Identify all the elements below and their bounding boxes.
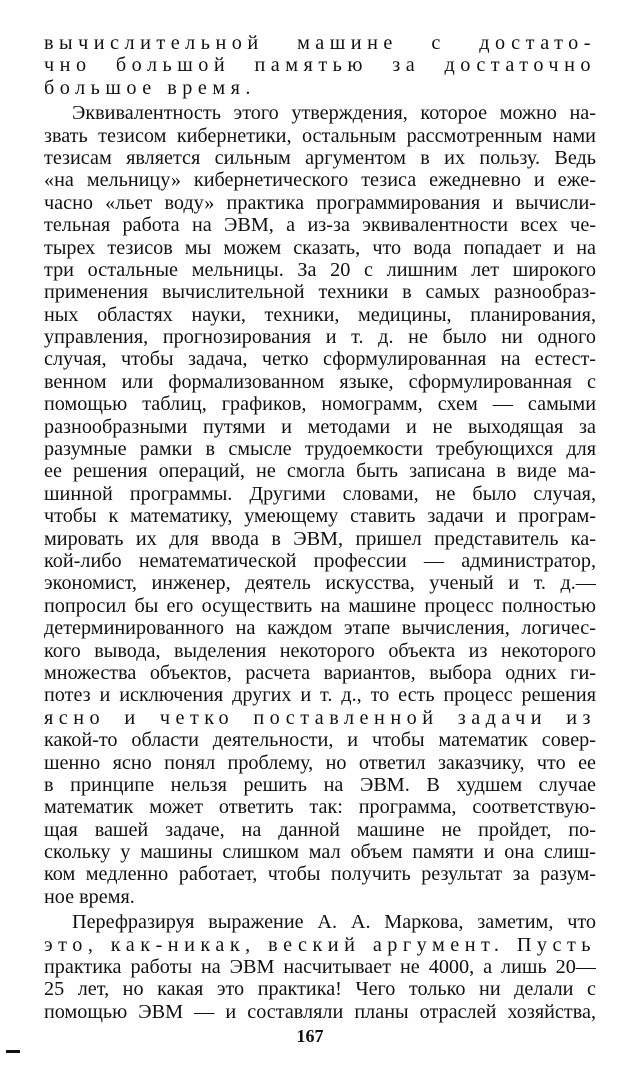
text-line: звать тезисом кибернетики, остальным рассмотренным нами — [44, 124, 596, 147]
edge-mark — [6, 1050, 20, 1053]
text-line: управления, прогнозирования и т. д. не было ни одного — [44, 326, 596, 349]
text-line: ясно и четко поставленной задачи из — [44, 706, 596, 729]
text-line: ком медленно работает, чтобы получить результат за разум- — [44, 863, 596, 886]
text-line: кой-либо нематематической профессии — администратор, — [44, 549, 596, 572]
text-line: «на мельницу» кибернетического тезиса ежедневно и еже- — [44, 169, 596, 192]
text-line: множества объектов, расчета вариантов, выбора одних ги- — [44, 661, 596, 684]
text-line: потез и исключения других и т. д., то есть процесс решения — [44, 684, 596, 707]
text-line: детерминированного на каждом этапе вычисления, логичес- — [44, 617, 596, 640]
text-line: случая, чтобы задача, четко сформулированная на естест- — [44, 348, 596, 371]
text-line: кого вывода, выделения некоторого объекта из некоторого — [44, 639, 596, 662]
text-line: большое время. — [44, 76, 256, 99]
text-line: часно «льет воду» практика программирования и вычисли- — [44, 191, 596, 214]
text-line: мировать их для ввода в ЭВМ, пришел представитель ка- — [44, 527, 596, 550]
text-line: ное время. — [44, 885, 135, 908]
page-text — [44, 32, 596, 1023]
page-number: 167 — [296, 1026, 324, 1046]
text-line: разнообразными путями и методами и не выходящая за — [44, 415, 596, 438]
text-line: Перефразируя выражение А. А. Маркова, заметим, что — [72, 911, 596, 934]
text-line: чтобы к математику, умеющему ставить задачи и програм- — [44, 505, 596, 528]
text-line: практика работы на ЭВМ насчитывает не 4000, а лишь 20— — [44, 956, 596, 979]
text-line: тырех тезисов мы можем сказать, что вода попадает и на — [44, 236, 596, 259]
text-line: применения вычислительной техники в самых разнообраз- — [44, 281, 596, 304]
text-line: это, как-никак, веский аргумент. Пусть — [44, 933, 596, 956]
text-line: шинной программы. Другими словами, не было случая, — [44, 482, 596, 505]
text-line: помощью ЭВМ — и составляли планы отраслей хозяйства, — [44, 1000, 596, 1023]
text-line: вычислительной машине с достато- — [44, 32, 596, 54]
text-line: ее решения операций, не смогла быть записана в виде ма- — [44, 460, 596, 483]
text-line: какой-то области деятельности, и чтобы математик совер- — [44, 729, 596, 752]
text-line: щая вашей задаче, на данной машине не пройдет, по- — [44, 818, 596, 841]
text-line: помощью таблиц, графиков, номограмм, схем — самыми — [44, 393, 596, 416]
text-line: в принципе нельзя решить на ЭВМ. В худшем случае — [44, 773, 596, 796]
text-line: разумные рамки в смысле трудоемкости требующихся для — [44, 438, 596, 461]
text-line: экономист, инженер, деятель искусства, ученый и т. д.— — [44, 572, 596, 595]
text-line: 25 лет, но какая это практика! Чего только ни делали с — [44, 978, 596, 1001]
text-line: ных областях науки, техники, медицины, планирования, — [44, 303, 596, 326]
text-line: три остальные мельницы. За 20 с лишним лет широкого — [44, 258, 596, 281]
text-line: венном или формализованном языке, сформулированная с — [44, 370, 596, 393]
text-line: математик может ответить так: программа, соответствую- — [44, 796, 596, 819]
text-line: шенно ясно понял проблему, но ответил заказчику, что ее — [44, 751, 596, 774]
text-line: чно большой памятью за достаточно — [44, 54, 596, 77]
text-line: тезисам является сильным аргументом в их пользу. Ведь — [44, 146, 596, 169]
text-line: тельная работа на ЭВМ, а из-за эквивалентности всех че- — [44, 214, 596, 237]
text-line: попросил бы его осуществить на машине процесс полностью — [44, 594, 596, 617]
text-line: Эквивалентность этого утверждения, которое можно на- — [72, 102, 596, 125]
text-line: скольку у машины слишком мал объем памяти и она слиш- — [44, 841, 596, 864]
